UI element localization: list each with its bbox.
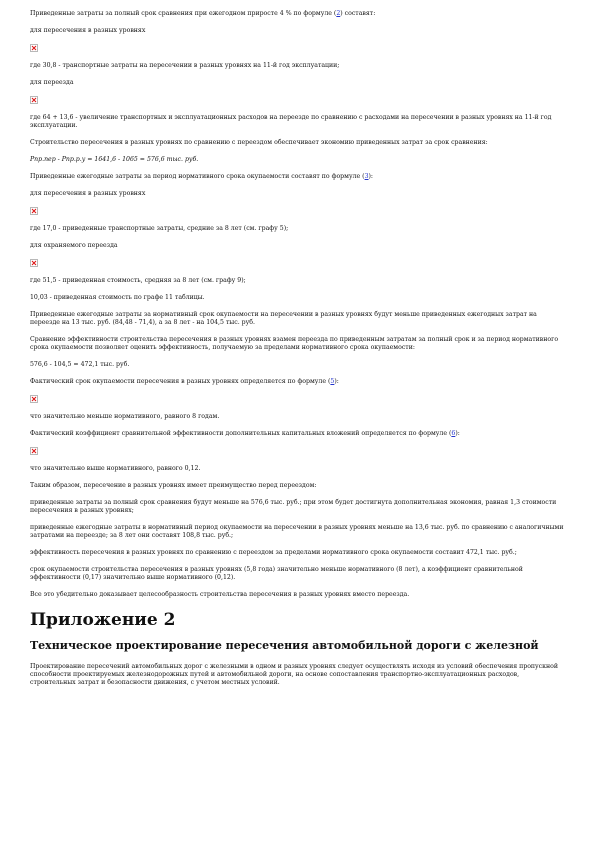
- paragraph: что значительно выше нормативного, равного 0,12.: [30, 465, 201, 472]
- paragraph: Сравнение эффективности строительства пересечения в разных уровнях взамен переезда по приведенным затратам за полный срок и за период нормативного срока окупаемости позволяет оценить эффективность, получаемую за пределами нормативного срока окупаемости:: [30, 336, 559, 351]
- formula-link[interactable]: 2: [336, 10, 341, 17]
- appendix-title: Приложение 2: [30, 610, 176, 630]
- paragraph: Фактический срок окупаемости пересечения в разных уровнях определяется по формуле (5):: [30, 378, 339, 385]
- paragraph: эффективность пересечения в разных уровнях по сравнению с переездом за пределами нормативного срока окупаемости составит 472,1 тыс. руб.;: [30, 549, 517, 556]
- paragraph: срок окупаемости строительства пересечения в разных уровнях (5,8 года) значительно меньше нормативного (8 лет), а коэффициент сравнительной эффективности (0,17) значительно выше нормативного (0,12).: [30, 566, 523, 581]
- paragraph: где 17,0 - приведенные транспортные затраты, средние за 8 лет (см. графу 5);: [30, 225, 289, 232]
- paragraph: для переезда: [30, 79, 74, 86]
- broken-image-icon: [30, 96, 38, 104]
- paragraph: приведенные затраты за полный срок сравнения будут меньше на 576,6 тыс. руб.; при этом будет достигнута дополнительная экономия, равная 1,3 стоимости пересечения в разных уровнях;: [30, 499, 557, 514]
- paragraph: Строительство пересечения в разных уровнях по сравнению с переездом обеспечивает экономию приведенных затрат за срок сравнения:: [30, 139, 488, 146]
- broken-image-icon: [30, 447, 38, 455]
- paragraph: Приведенные затраты за полный срок сравнения при ежегодном приросте 4 % по формуле (2) составят:: [30, 10, 376, 17]
- paragraph: 10,03 - приведенная стоимость по графе 11 таблицы.: [30, 294, 205, 301]
- paragraph: приведенные ежегодные затраты в нормативный период окупаемости на пересечении в разных уровнях меньше на 13,6 тыс. руб. по сравнению с аналогичными затратами на переезде; за 8 лет они составят 108,8 тыс. руб.;: [30, 524, 564, 539]
- paragraph: для охраняемого переезда: [30, 242, 118, 249]
- appendix-intro: Проектирование пересечений автомобильных дорог с железными в одном и разных уровнях следует осуществлять исходя из условий обеспечения пропускной способности проектируемых железнодорожных путей и автомобильной дороги, на основе сопоставления транспортно-эксплуатационных расходов, строительных затрат и безопасности движения, с учетом местных условий.: [30, 663, 558, 686]
- paragraph: Рпр.пер - Рпр.р.у = 1641,6 - 1065 = 576,6 тыс. руб.: [30, 156, 199, 163]
- broken-image-icon: [30, 259, 38, 267]
- paragraph: для пересечения в разных уровнях: [30, 190, 146, 197]
- broken-image-icon: [30, 207, 38, 215]
- formula-image: [30, 96, 565, 104]
- paragraph: 576,6 - 104,5 = 472,1 тыс. руб.: [30, 361, 130, 368]
- formula-image: [30, 395, 565, 403]
- paragraph: Фактический коэффициент сравнительной эффективности дополнительных капитальных вложений определяется по формуле (6):: [30, 430, 460, 437]
- formula-link[interactable]: 5: [330, 378, 335, 385]
- paragraph: Приведенные ежегодные затраты за нормативный срок окупаемости на пересечении в разных уровнях будут меньше приведенных ежегодных затрат на переезде на 13 тыс. руб. (84,48 - 71,4), а за 8 лет - на 104,5 тыс. руб.: [30, 311, 537, 326]
- paragraph: что значительно меньше нормативного, равного 8 годам.: [30, 413, 220, 420]
- formula-link[interactable]: 3: [364, 173, 369, 180]
- formula-image: [30, 44, 565, 52]
- formula-image: [30, 447, 565, 455]
- paragraph: для пересечения в разных уровнях: [30, 27, 146, 34]
- broken-image-icon: [30, 44, 38, 52]
- paragraph: Все это убедительно доказывает целесообразность строительства пересечения в разных уровнях вместо переезда.: [30, 591, 410, 598]
- paragraph: где 51,5 - приведенная стоимость, средняя за 8 лет (см. графу 9);: [30, 277, 246, 284]
- formula-image: [30, 207, 565, 215]
- paragraph: где 64 + 13,6 - увеличение транспортных и эксплуатационных расходов на переезде по сравнению с расходами на пересечении в разных уровнях на 11-й год эксплуатации.: [30, 114, 552, 129]
- paragraph: Таким образом, пересечение в разных уровнях имеет преимущество перед переездом:: [30, 482, 317, 489]
- appendix-subtitle: Техническое проектирование пересечения автомобильной дороги с железной: [30, 639, 539, 652]
- paragraph: где 30,8 - транспортные затраты на пересечении в разных уровнях на 11-й год эксплуатации;: [30, 62, 340, 69]
- formula-link[interactable]: 6: [451, 430, 456, 437]
- paragraph: Приведенные ежегодные затраты за период нормативного срока окупаемости составят по формуле (3):: [30, 173, 374, 180]
- formula-image: [30, 259, 565, 267]
- broken-image-icon: [30, 395, 38, 403]
